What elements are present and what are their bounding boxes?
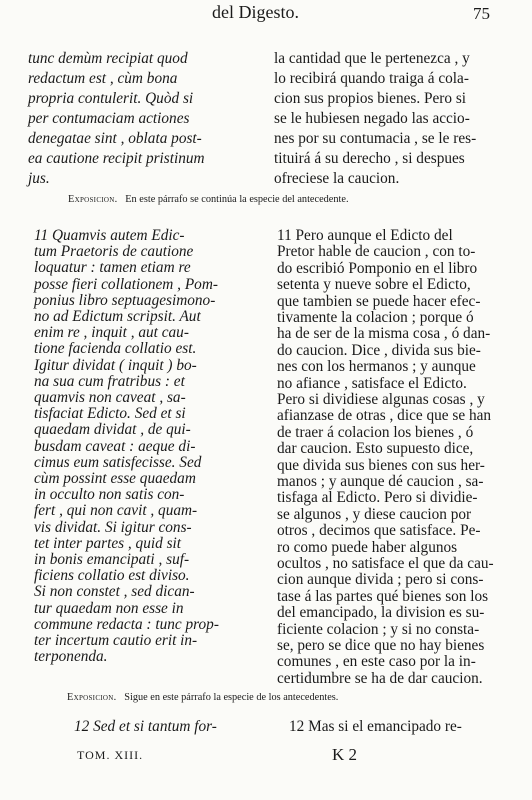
- running-header-title: del Digesto.: [212, 2, 299, 22]
- text-line: Si non constet , sed dican-: [34, 583, 195, 601]
- text-line: in occulto non satis con-: [34, 486, 185, 504]
- text-line: tione facienda collatio est.: [34, 340, 197, 358]
- text-line: terponenda.: [34, 648, 108, 666]
- text-line: ponius libro septuagesimono-: [34, 291, 216, 309]
- exposicion-label: Exposicion.: [67, 692, 117, 703]
- text-line: commune redacta : tunc prop-: [34, 615, 219, 633]
- text-line: tet inter partes , quid sit: [34, 534, 182, 552]
- text-line: tur quaedam non esse in: [34, 599, 184, 617]
- text-line: Igitur dividat ( inquit ) bo-: [34, 356, 197, 374]
- gathering-mark: K 2: [332, 745, 358, 764]
- text-line: del emancipado, la division es su-: [277, 604, 485, 622]
- text-line: propria contulerit. Quòd si: [28, 90, 194, 107]
- text-line: quaedam dividat , de qui-: [34, 421, 191, 439]
- text-line: denegatae sint , oblata post-: [28, 130, 202, 147]
- text-line: se le hubiesen negado las accio-: [274, 110, 470, 127]
- page-number: 75: [473, 4, 490, 23]
- text-line: loquatur : tamen etiam re: [34, 259, 191, 277]
- text-line: do caucion. Dice , divida sus bie-: [277, 341, 481, 359]
- text-line: na sua cum fratribus : et: [34, 372, 185, 390]
- signature-mark: TOM. XIII.: [77, 748, 144, 762]
- text-line: cion sus propios bienes. Pero si: [274, 90, 467, 107]
- text-line: se algunos , y diese caucion por: [277, 505, 472, 523]
- text-line: in bonis emancipati , suf-: [34, 551, 190, 568]
- text-line: comunes , en este caso por la in-: [277, 653, 476, 671]
- exposicion-text: En este párrafo se continúa la especie del antecedente.: [125, 194, 349, 205]
- text-line: Pero si dividiese algunas cosas , y: [277, 391, 485, 408]
- text-line: fert , qui non cavit , quam-: [34, 502, 198, 520]
- exposicion-label: Exposicion.: [68, 194, 118, 205]
- text-line: que divida sus bienes con sus her-: [277, 456, 485, 474]
- text-line: no ad Edictum scripsit. Aut: [34, 308, 201, 325]
- text-line: tisfaciat Edicto. Sed et si: [34, 405, 186, 423]
- text-line: dar caucion. Esto supuesto dice,: [277, 440, 474, 458]
- text-line: ter incertum cautio erit in-: [34, 632, 198, 649]
- text-line: redactum est , cùm bona: [28, 70, 178, 87]
- text-line: otros , decimos que satisface. Pe-: [277, 522, 481, 540]
- text-line: posse fieri collationem , Pom-: [34, 275, 218, 293]
- text-line: ficiens collatio est diviso.: [34, 567, 190, 585]
- text-line: cimus eum satisfecisse. Sed: [34, 453, 202, 471]
- text-line: per contumaciam actiones: [28, 110, 190, 127]
- spanish-line-section-3: 12 Mas si el emancipado re-: [289, 718, 462, 735]
- text-line: quamvis non caveat , sa-: [34, 389, 186, 406]
- exposicion-note-1: [68, 194, 349, 205]
- text-line: jus.: [28, 170, 50, 187]
- text-line: Pretor hable de caucion , con to-: [277, 243, 476, 261]
- text-line: se, pero se dice que no hay bienes: [277, 637, 485, 654]
- text-line: tase á las partes qué bienes son los: [277, 587, 489, 605]
- text-line: manos ; y aunque dé caucion , sa-: [277, 473, 484, 490]
- text-line: la cantidad que le pertenezca , y: [274, 50, 470, 67]
- text-line: cion aunque divida ; pero si cons-: [277, 571, 484, 589]
- text-line: ficiente colacion ; y si no consta-: [277, 620, 480, 638]
- text-line: ha de ser de la misma cosa , ó dan-: [277, 325, 491, 343]
- text-line: tivamente la colacion ; porque ó: [277, 309, 474, 326]
- text-line: tunc demùm recipiat quod: [28, 50, 188, 67]
- text-line: setenta y nueve sobre el Edicto,: [277, 276, 471, 294]
- text-line: de traer á colacion los bienes , ó: [277, 423, 474, 441]
- text-line: ro como puede haber algunos: [277, 538, 458, 556]
- text-line: 11 Pero aunque el Edicto del: [277, 227, 453, 244]
- exposicion-text: Sigue en este párrafo la especie de los antecedentes.: [124, 692, 339, 703]
- text-line: certidumbre se ha de dar caucion.: [277, 669, 483, 687]
- text-line: ofreciese la caucion.: [274, 170, 400, 187]
- exposicion-note-2: [67, 692, 338, 703]
- text-line: vis dividat. Si igitur cons-: [34, 518, 192, 536]
- text-line: tisfaga al Edicto. Pero si dividie-: [277, 489, 478, 507]
- text-line: no afiance , satisface el Edicto.: [277, 374, 467, 392]
- text-line: tituirá á su derecho , si despues: [274, 150, 465, 167]
- text-line: do escribió Pomponio en el libro: [277, 259, 478, 277]
- text-line: ea cautione recipit pristinum: [28, 150, 205, 167]
- text-line: que tambien se puede hacer efec-: [277, 292, 481, 310]
- text-line: busdam caveat : aeque di-: [34, 437, 196, 455]
- latin-line-section-3: 12 Sed et si tantum for-: [74, 718, 217, 735]
- text-line: cùm possint esse quaedam: [34, 470, 196, 487]
- text-line: ocultos , no satisface el que da cau-: [277, 555, 494, 572]
- text-line: afianzase de otras , dice que se han: [277, 407, 492, 425]
- text-line: tum Praetoris de cautione: [34, 243, 194, 261]
- text-line: nes por su contumacia , se le res-: [274, 130, 477, 147]
- text-line: lo recibirá quando traiga á cola-: [274, 70, 469, 87]
- text-line: 11 Quamvis autem Edic-: [34, 227, 185, 244]
- text-line: enim re , inquit , aut cau-: [34, 324, 189, 342]
- text-line: nes con los hermanos ; y aunque: [277, 358, 476, 376]
